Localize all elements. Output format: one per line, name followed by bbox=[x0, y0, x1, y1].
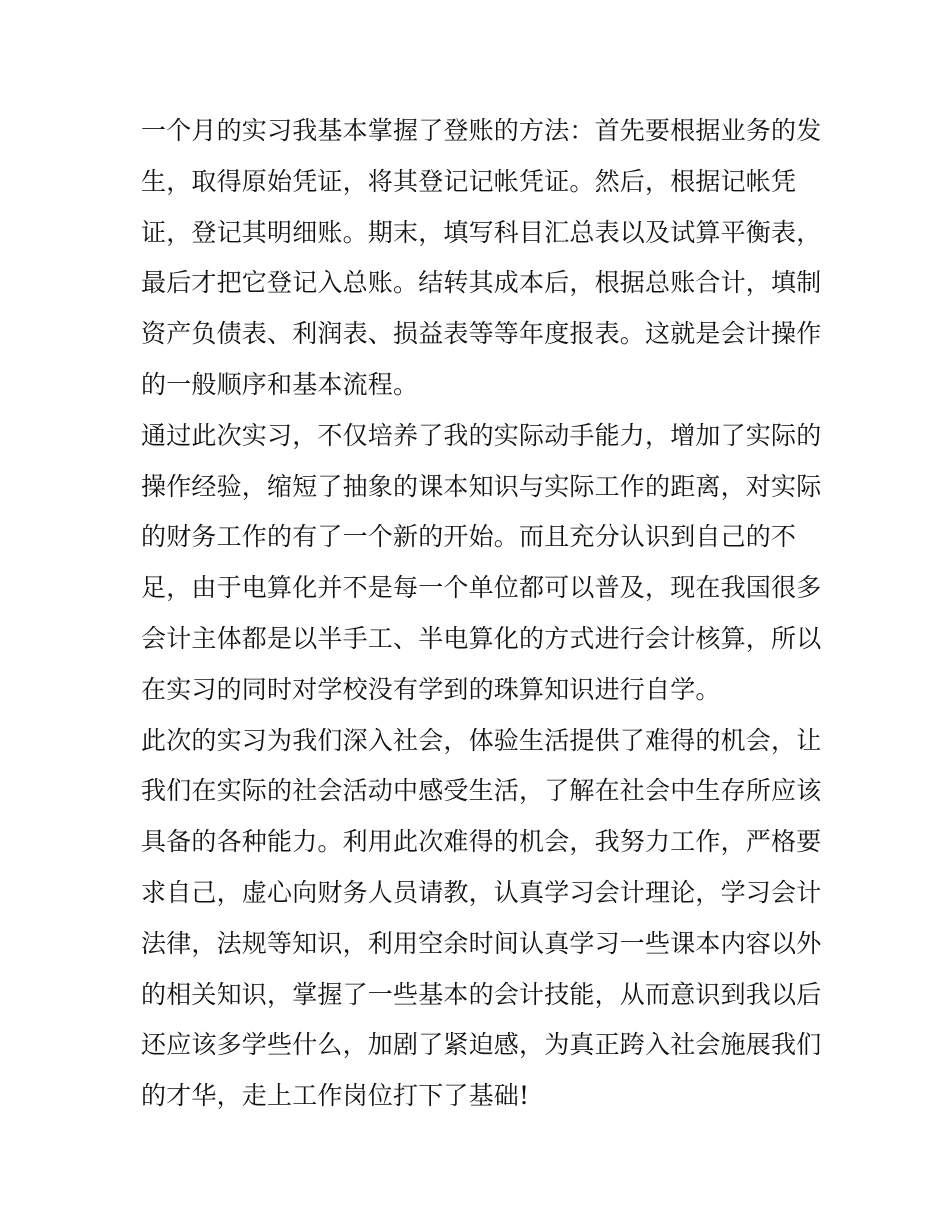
text-line: 我们在实际的社会活动中感受生活，了解在社会中生存所应该 bbox=[141, 776, 822, 806]
text-line: 一个月的实习我基本掌握了登账的方法：首先要根据业务的发 bbox=[141, 116, 822, 145]
text-line: 的一般顺序和基本流程。 bbox=[141, 369, 419, 399]
text-line: 资产负债表、利润表、损益表等等年度报表。这就是会计操作 bbox=[141, 319, 822, 349]
text-line: 法律，法规等知识，利用空余时间认真学习一些课本内容以外 bbox=[141, 928, 822, 958]
text-line: 具备的各种能力。利用此次难得的机会，我努力工作，严格要 bbox=[141, 827, 822, 857]
paragraph-internship-gains bbox=[141, 411, 821, 716]
text-line: 求自己，虚心向财务人员请教，认真学习会计理论，学习会计 bbox=[141, 877, 822, 907]
text-line: 此次的实习为我们深入社会，体验生活提供了难得的机会，让 bbox=[141, 725, 822, 755]
text-line: 生，取得原始凭证，将其登记记帐凭证。然后，根据记帐凭 bbox=[141, 166, 797, 196]
paragraph-conclusion bbox=[141, 716, 821, 1122]
text-line: 最后才把它登记入总账。结转其成本后，根据总账合计，填制 bbox=[141, 268, 822, 298]
text-line: 的才华，走上工作岗位打下了基础! bbox=[141, 1081, 530, 1111]
text-line: 的相关知识，掌握了一些基本的会计技能，从而意识到我以后 bbox=[141, 979, 822, 1009]
text-line: 足，由于电算化并不是每一个单位都可以普及，现在我国很多 bbox=[141, 573, 822, 603]
paragraph-bookkeeping-method bbox=[141, 106, 821, 411]
text-line: 在实习的同时对学校没有学到的珠算知识进行自学。 bbox=[141, 674, 721, 704]
text-line: 会计主体都是以半手工、半电算化的方式进行会计核算，所以 bbox=[141, 623, 822, 653]
text-line: 证，登记其明细账。期末，填写科目汇总表以及试算平衡表， bbox=[141, 217, 822, 247]
text-line: 通过此次实习，不仅培养了我的实际动手能力，增加了实际的 bbox=[141, 420, 822, 450]
text-line: 还应该多学些什么，加剧了紧迫感，为真正跨入社会施展我们 bbox=[141, 1030, 822, 1060]
document-body bbox=[141, 106, 821, 1122]
text-line: 操作经验，缩短了抽象的课本知识与实际工作的距离，对实际 bbox=[141, 471, 822, 501]
text-line: 的财务工作的有了一个新的开始。而且充分认识到自己的不 bbox=[141, 522, 797, 552]
